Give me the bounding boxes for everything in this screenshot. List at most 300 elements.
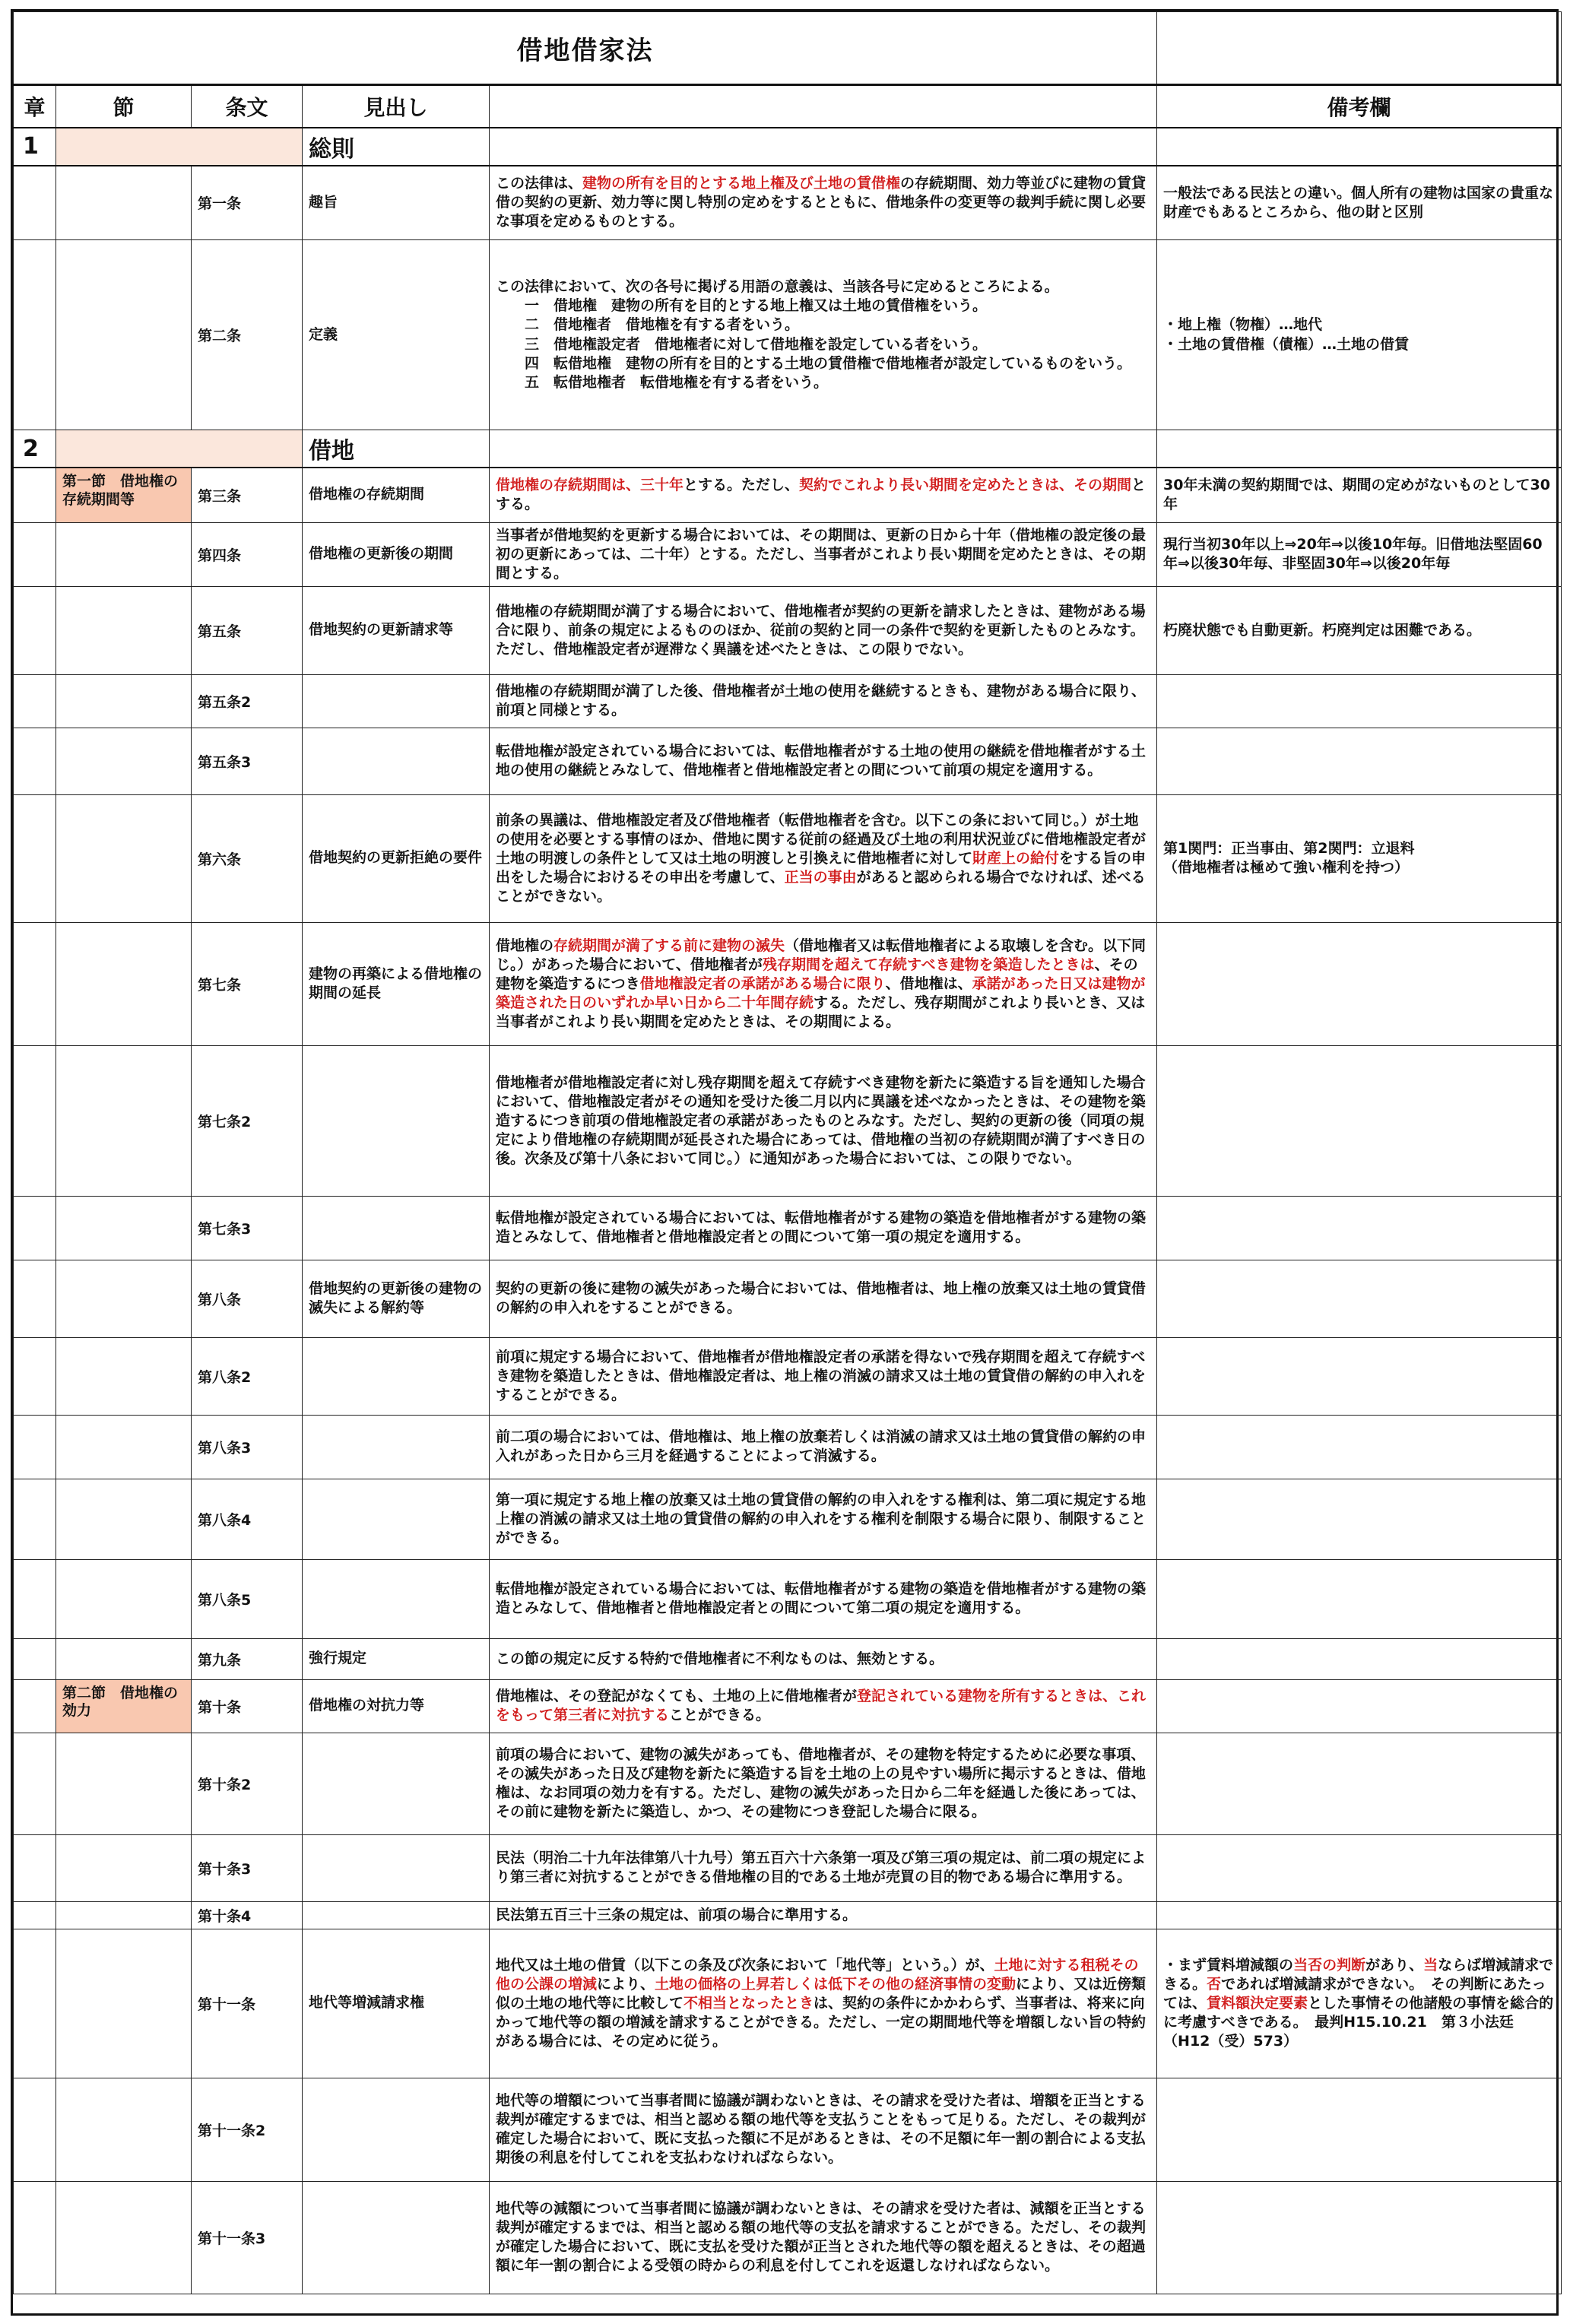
article-heading	[303, 1901, 490, 1929]
highlight-text: 財産上の給付	[972, 849, 1060, 867]
article-heading: 地代等増減請求権	[303, 1929, 490, 2078]
article-note	[1157, 1929, 1562, 2078]
chapter-title: 総則	[303, 128, 490, 166]
article-text	[490, 166, 1157, 240]
section-label: 第二節 借地権の効力	[56, 1679, 192, 1733]
article-text	[490, 1415, 1157, 1479]
chapter-cell	[14, 468, 56, 522]
article-number: 第八条4	[192, 1479, 303, 1559]
article-text	[490, 522, 1157, 586]
plain-text: 借地権の	[496, 937, 554, 954]
plain-text: 前二項の場合においては、借地権は、地上権の放棄若しくは消滅の請求又は土地の賃貸借の解約の申入れがあった日から三月を経過することによって消滅する。	[496, 1428, 1147, 1465]
article-row	[14, 1045, 1562, 1196]
plain-text: 一 借地権 建物の所有を目的とする地上権又は土地の賃借権をいう。	[496, 297, 988, 315]
header-chapter: 章	[14, 85, 56, 128]
section-cell	[56, 1929, 192, 2078]
text-line	[496, 296, 1150, 315]
article-text	[490, 674, 1157, 728]
article-text	[490, 1638, 1157, 1679]
plain-text: 前項に規定する場合において、借地権者が借地権設定者の承諾を得ないで残存期間を超えて存続すべき建物を築造したときは、借地権設定者は、地上権の消滅の請求又は土地の賃貸借の解約の申入れをすることができる。	[496, 1348, 1147, 1403]
plain-text: 借地権の存続期間が満了した後、借地権者が土地の使用を継続するときも、建物がある場合に限り、前項と同様とする。	[496, 683, 1147, 719]
article-row	[14, 1479, 1562, 1559]
article-text	[490, 468, 1157, 522]
plain-text: 転借地権が設定されている場合においては、転借地権者がする建物の築造を借地権者がする建物の築造とみなして、借地権者と借地権設定者との間について第一項の規定を適用する。	[496, 1210, 1147, 1246]
article-row	[14, 1834, 1562, 1901]
article-text	[490, 922, 1157, 1045]
section-cell	[56, 1901, 192, 1929]
plain-text: 、借地権は、	[885, 975, 972, 992]
article-text	[490, 1479, 1157, 1559]
plain-text: ならば増減請求できる。	[1163, 1956, 1554, 1993]
section-cell	[56, 2078, 192, 2181]
article-text	[490, 1196, 1157, 1260]
section-cell	[56, 1638, 192, 1679]
chapter-number: 1	[14, 128, 56, 166]
article-heading	[303, 674, 490, 728]
article-note	[1157, 1733, 1562, 1834]
plain-text: により、	[597, 1975, 655, 1993]
article-number: 第五条2	[192, 674, 303, 728]
article-number: 第七条	[192, 922, 303, 1045]
text-line	[496, 602, 1150, 659]
article-text	[490, 1679, 1157, 1733]
section-cell	[56, 1559, 192, 1638]
article-row	[14, 1559, 1562, 1638]
text-line	[496, 1956, 1150, 2051]
section-cell	[56, 586, 192, 674]
article-text	[490, 1045, 1157, 1196]
article-note	[1157, 1045, 1562, 1196]
text-line	[496, 1491, 1150, 1548]
text-line	[496, 1279, 1150, 1317]
text-line	[496, 2091, 1150, 2167]
article-number: 第七条2	[192, 1045, 303, 1196]
chapter-cell	[14, 2078, 56, 2181]
plain-text: 二 借地権者 借地権を有する者をいう。	[496, 316, 800, 334]
article-note	[1157, 1901, 1562, 1929]
plain-text: （借地権者は極めて強い権利を持つ）	[1163, 859, 1410, 877]
article-row	[14, 1679, 1562, 1733]
article-row	[14, 794, 1562, 922]
plain-text: とする。	[496, 477, 1147, 513]
text-line	[1163, 621, 1555, 640]
article-row	[14, 1638, 1562, 1679]
article-number: 第十一条3	[192, 2181, 303, 2294]
article-heading	[303, 2181, 490, 2294]
article-row	[14, 1260, 1562, 1337]
chapter-cell	[14, 1834, 56, 1901]
chapter-cell	[14, 166, 56, 240]
article-text	[490, 1559, 1157, 1638]
article-number: 第一条	[192, 166, 303, 240]
chapter-cell	[14, 922, 56, 1045]
article-number: 第三条	[192, 468, 303, 522]
plain-text: 前項の場合において、建物の滅失があっても、借地権者が、その建物を特定するために必要な事項、その滅失があった日及び建物を新たに築造する旨を土地の上の見やすい場所に掲示するときは、借地権は、なお同項の効力を有する。ただし、建物の滅失があった日から二年を経過した後にあっては、その前に建物を新たに築造し、かつ、その建物につき登記した場合に限る。	[496, 1746, 1146, 1821]
article-heading	[303, 1196, 490, 1260]
article-number: 第八条2	[192, 1337, 303, 1415]
text-line	[496, 1687, 1150, 1725]
chapter-cell	[14, 1901, 56, 1929]
plain-text: 第一項に規定する地上権の放棄又は土地の賃貸借の解約の申入れをする権利は、第二項に規定する地上権の消滅の請求又は土地の賃貸借の解約の申入れをする権利を制限する場合に限り、制限することができる。	[496, 1491, 1147, 1546]
article-row	[14, 1733, 1562, 1834]
text-line	[496, 1428, 1150, 1466]
article-text	[490, 2078, 1157, 2181]
article-heading	[303, 1479, 490, 1559]
article-row	[14, 2181, 1562, 2294]
article-heading: 借地権の更新後の期間	[303, 522, 490, 586]
article-number: 第十条3	[192, 1834, 303, 1901]
section-cell	[56, 1045, 192, 1196]
article-row	[14, 2078, 1562, 2181]
title-blank-cell	[1157, 12, 1562, 85]
article-text	[490, 1901, 1157, 1929]
text-line	[496, 354, 1150, 373]
text-line	[496, 1209, 1150, 1247]
highlight-text: 賃料額決定要素	[1207, 1994, 1308, 2012]
article-heading	[303, 1045, 490, 1196]
article-number: 第九条	[192, 1638, 303, 1679]
article-row	[14, 166, 1562, 240]
highlight-text: 正当の事由	[784, 868, 857, 886]
chapter-cell	[14, 1415, 56, 1479]
article-number: 第十条4	[192, 1901, 303, 1929]
text-line	[496, 1849, 1150, 1887]
chapter-title: 借地	[303, 430, 490, 468]
article-heading: 強行規定	[303, 1638, 490, 1679]
article-number: 第十条2	[192, 1733, 303, 1834]
chapter-cell	[14, 240, 56, 430]
article-row	[14, 1196, 1562, 1260]
article-heading	[303, 1559, 490, 1638]
highlight-text: 残存期間を超えて存続すべき建物を築造したときは	[762, 956, 1095, 973]
plain-text: この法律において、次の各号に掲げる用語の意義は、当該各号に定めるところによる。	[496, 278, 1059, 296]
law-table	[13, 11, 1562, 2294]
plain-text: により、又は近傍類似の土地の地代等に比較して	[496, 1975, 1147, 2012]
article-note	[1157, 166, 1562, 240]
highlight-text: 登記されている建物を所有するときは、これをもって第三者に対抗する	[496, 1688, 1147, 1724]
chapter-row	[14, 430, 1562, 468]
chapter-cell	[14, 2181, 56, 2294]
chapter-cell	[14, 794, 56, 922]
section-cell	[56, 522, 192, 586]
chapter-cell	[14, 1559, 56, 1638]
article-text	[490, 2181, 1157, 2294]
highlight-text: 土地に対する租税その他の公課の増減	[496, 1956, 1139, 1993]
section-cell	[56, 674, 192, 728]
plain-text: をする旨の申出をした場合におけるその申出を考慮して、	[496, 849, 1147, 886]
plain-text: （借地権者又は転借地権者による取壊しを含む。以下同じ。）があった場合において、借地権者が	[496, 937, 1147, 973]
chapter-band	[56, 430, 303, 468]
article-note	[1157, 2078, 1562, 2181]
article-text	[490, 240, 1157, 430]
article-row	[14, 468, 1562, 522]
header-notes: 備考欄	[1157, 85, 1562, 128]
chapter-band	[56, 128, 303, 166]
header-row	[14, 85, 1562, 128]
article-number: 第八条3	[192, 1415, 303, 1479]
article-row	[14, 922, 1562, 1045]
article-note	[1157, 522, 1562, 586]
chapter-cell	[14, 728, 56, 794]
chapter-cell	[14, 1045, 56, 1196]
article-number: 第十一条2	[192, 2078, 303, 2181]
article-note	[1157, 1559, 1562, 1638]
article-note	[1157, 1834, 1562, 1901]
chapter-cell	[14, 1337, 56, 1415]
header-text	[490, 85, 1157, 128]
chapter-text-blank	[490, 128, 1157, 166]
law-sheet	[11, 9, 1559, 2316]
highlight-text: 借地権の存続期間は、三十年	[496, 477, 684, 494]
article-text	[490, 1733, 1157, 1834]
plain-text: 借地権の存続期間が満了する場合において、借地権者が契約の更新を請求したときは、建物がある場合に限り、前条の規定によるもののほか、従前の契約と同一の条件で契約を更新したものとみなす。ただし、借地権設定者が遅滞なく異議を述べたときは、この限りでない。	[496, 602, 1146, 658]
header-article: 条文	[192, 85, 303, 128]
plain-text: 三 借地権設定者 借地権者に対して借地権を設定している者をいう。	[496, 335, 988, 353]
article-row	[14, 1901, 1562, 1929]
plain-text: 30年未満の契約期間では、期間の定めがないものとして30年	[1163, 477, 1550, 513]
chapter-cell	[14, 674, 56, 728]
article-text	[490, 1834, 1157, 1901]
article-number: 第十一条	[192, 1929, 303, 2078]
article-number: 第八条5	[192, 1559, 303, 1638]
article-heading	[303, 1733, 490, 1834]
highlight-text: 存続期間が満了する前に建物の滅失	[553, 937, 785, 954]
text-line	[496, 2199, 1150, 2275]
article-heading	[303, 1415, 490, 1479]
text-line	[1163, 839, 1555, 858]
text-line	[496, 811, 1150, 906]
chapter-cell	[14, 1196, 56, 1260]
article-heading: 定義	[303, 240, 490, 430]
article-note	[1157, 1479, 1562, 1559]
text-line	[1163, 184, 1555, 222]
text-line	[496, 277, 1150, 296]
plain-text: 転借地権が設定されている場合においては、転借地権者がする土地の使用の継続を借地権者がする土地の使用の継続とみなして、借地権者と借地権設定者との間について前項の規定を適用する。	[496, 743, 1147, 779]
plain-text: があると認められる場合でなければ、述べることができない。	[496, 868, 1146, 905]
plain-text: 契約の更新の後に建物の滅失があった場合においては、借地権者は、地上権の放棄又は土地の賃貸借の解約の申入れをすることができる。	[496, 1280, 1146, 1317]
plain-text: 民法（明治二十九年法律第八十九号）第五百六十六条第一項及び第三項の規定は、前二項の規定により第三者に対抗することができる借地権の目的である土地が売買の目的物である場合に準用する。	[496, 1850, 1147, 1886]
article-number: 第二条	[192, 240, 303, 430]
plain-text: 借地権は、その登記がなくても、土地の上に借地権者が	[496, 1688, 858, 1705]
text-line	[1163, 535, 1555, 573]
article-note	[1157, 1196, 1562, 1260]
plain-text: 地代又は土地の借賃（以下この条及び次条において「地代等」という。）が、	[496, 1956, 994, 1974]
article-text	[490, 1929, 1157, 2078]
chapter-note-blank	[1157, 128, 1562, 166]
article-note	[1157, 1679, 1562, 1733]
text-line	[496, 1073, 1150, 1168]
text-line	[496, 476, 1150, 514]
header-section: 節	[56, 85, 192, 128]
highlight-text: 承諾があった日又は建物が築造された日のいずれか早い日から二十年間存続	[496, 975, 1146, 1011]
article-note	[1157, 1638, 1562, 1679]
article-heading: 借地権の対抗力等	[303, 1679, 490, 1733]
article-note	[1157, 468, 1562, 522]
plain-text: は、契約の条件にかかわらず、当事者は、将来に向かって地代等の額の増減を請求することができる。ただし、一定の期間地代等を増額しない旨の特約がある場合には、その定めに従う。	[496, 1994, 1147, 2050]
text-line	[496, 1580, 1150, 1618]
document-title: 借地借家法	[14, 12, 1157, 85]
plain-text: ・まず賃料増減額の	[1163, 1956, 1294, 1974]
article-note	[1157, 1260, 1562, 1337]
section-cell	[56, 1196, 192, 1260]
article-text	[490, 728, 1157, 794]
text-line	[496, 937, 1150, 1032]
article-row	[14, 1337, 1562, 1415]
article-heading	[303, 1834, 490, 1901]
text-line	[1163, 335, 1555, 354]
section-cell	[56, 922, 192, 1045]
article-heading: 趣旨	[303, 166, 490, 240]
article-number: 第五条3	[192, 728, 303, 794]
article-note	[1157, 240, 1562, 430]
article-number: 第七条3	[192, 1196, 303, 1260]
section-label: 第一節 借地権の存続期間等	[56, 468, 192, 522]
text-line	[496, 174, 1150, 231]
article-number: 第十条	[192, 1679, 303, 1733]
chapter-cell	[14, 1733, 56, 1834]
article-row	[14, 1415, 1562, 1479]
text-line	[1163, 858, 1555, 877]
article-number: 第六条	[192, 794, 303, 922]
plain-text: ことができる。	[669, 1707, 771, 1724]
highlight-text: 当	[1423, 1956, 1438, 1974]
section-cell	[56, 1260, 192, 1337]
highlight-text: 否	[1207, 1975, 1222, 1993]
article-heading: 借地契約の更新拒絶の要件	[303, 794, 490, 922]
article-note	[1157, 2181, 1562, 2294]
header-heading: 見出し	[303, 85, 490, 128]
highlight-text: 当否の判断	[1293, 1956, 1366, 1974]
article-note	[1157, 1415, 1562, 1479]
plain-text: であれば増減請求ができない。 その判断にあたっては、	[1163, 1975, 1546, 2012]
chapter-row	[14, 128, 1562, 166]
text-line	[496, 742, 1150, 780]
chapter-cell	[14, 1479, 56, 1559]
plain-text: 五 転借地権者 転借地権を有する者をいう。	[496, 373, 829, 391]
article-heading: 建物の再築による借地権の期間の延長	[303, 922, 490, 1045]
article-row	[14, 728, 1562, 794]
text-line	[496, 1650, 1150, 1669]
chapter-number: 2	[14, 430, 56, 468]
plain-text: 地代等の減額について当事者間に協議が調わないときは、その請求を受けた者は、減額を正当とする裁判が確定するまでは、相当と認める額の地代等の支払を請求することができる。ただし、その裁判が確定した場合において、既に支払を受けた額が正当とされた地代等の額を超えるときは、その超過額に年一割の割合による受領の時からの利息を付してこれを返還しなければならない。	[496, 2200, 1147, 2275]
plain-text: ・地上権（物権）…地代	[1163, 316, 1323, 334]
plain-text: 一般法である民法との違い。個人所有の建物は国家の貴重な財産でもあるところから、他の財と区別	[1163, 184, 1554, 220]
section-cell	[56, 1337, 192, 1415]
article-text	[490, 794, 1157, 922]
article-note	[1157, 922, 1562, 1045]
text-line	[1163, 476, 1555, 514]
plain-text: 民法第五百三十三条の規定は、前項の場合に準用する。	[496, 1906, 858, 1923]
plain-text: 前条の異議は、借地権設定者及び借地権者（転借地権者を含む。以下この条において同じ。）が土地の使用を必要とする事情のほか、借地に関する従前の経過及び土地の利用状況並びに借地権設定者が土地の明渡しの条件として又は土地の明渡しと引換えに借地権者に対して	[496, 811, 1147, 867]
highlight-text: 借地権設定者の承諾がある場合に限り	[639, 975, 886, 992]
plain-text: 借地権者が借地権設定者に対し残存期間を超えて存続すべき建物を新たに築造する旨を通知した場合において、借地権設定者がその通知を受けた後二月以内に異議を述べなかったときは、その建物を築造するにつき前項の借地権設定者の承諾があったものとみなす。ただし、契約の更新の後（同項の規定により借地権の存続期間が延長された場合にあっては、借地権の当初の存続期間が満了すべき日の後。次条及び第十八条において同じ。）に通知があった場合においては、この限りでない。	[496, 1073, 1146, 1167]
highlight-text: 建物の所有を目的とする地上権及び土地の賃借権	[582, 175, 901, 192]
article-number: 第五条	[192, 586, 303, 674]
section-cell	[56, 794, 192, 922]
plain-text: 第1関門：正当事由、第2関門：立退料	[1163, 840, 1415, 858]
article-row	[14, 522, 1562, 586]
article-note	[1157, 586, 1562, 674]
text-line	[496, 1906, 1150, 1925]
text-line	[1163, 1956, 1555, 2051]
section-cell	[56, 1733, 192, 1834]
article-text	[490, 586, 1157, 674]
highlight-text: 土地の価格の上昇若しくは低下その他の経済事情の変動	[655, 1975, 1017, 1993]
highlight-text: 不相当となったとき	[684, 1994, 814, 2012]
chapter-cell	[14, 522, 56, 586]
article-heading: 借地契約の更新後の建物の滅失による解約等	[303, 1260, 490, 1337]
chapter-note-blank	[1157, 430, 1562, 468]
title-row	[14, 12, 1562, 85]
chapter-cell	[14, 586, 56, 674]
chapter-text-blank	[490, 430, 1157, 468]
section-cell	[56, 1479, 192, 1559]
article-row	[14, 586, 1562, 674]
section-cell	[56, 240, 192, 430]
article-heading	[303, 728, 490, 794]
text-line	[496, 1348, 1150, 1405]
section-cell	[56, 1834, 192, 1901]
article-heading	[303, 2078, 490, 2181]
plain-text: とした事情その他諸般の事情を総合的に考慮すべきである。 最判H15.10.21 第３小法廷（H12（受）573）	[1163, 1994, 1554, 2050]
plain-text: 転借地権が設定されている場合においては、転借地権者がする建物の築造を借地権者がする建物の築造とみなして、借地権者と借地権設定者との間について第二項の規定を適用する。	[496, 1581, 1147, 1617]
article-heading	[303, 1337, 490, 1415]
chapter-cell	[14, 1260, 56, 1337]
article-number: 第八条	[192, 1260, 303, 1337]
plain-text: 当事者が借地契約を更新する場合においては、その期間は、更新の日から十年（借地権の設定後の最初の更新にあっては、二十年）とする。ただし、当事者がこれより長い期間を定めたときは、その期間とする。	[496, 526, 1147, 582]
plain-text: とする。ただし、	[684, 477, 800, 494]
text-line	[496, 335, 1150, 354]
section-cell	[56, 728, 192, 794]
highlight-text: 契約でこれより長い期間を定めたときは、その期間	[799, 477, 1132, 494]
plain-text: 四 転借地権 建物の所有を目的とする土地の賃借権で借地権者が設定しているものをいう。	[496, 354, 1132, 372]
plain-text: があり、	[1365, 1956, 1424, 1974]
article-text	[490, 1337, 1157, 1415]
article-note	[1157, 794, 1562, 922]
text-line	[496, 373, 1150, 392]
section-cell	[56, 1415, 192, 1479]
section-cell	[56, 166, 192, 240]
article-note	[1157, 728, 1562, 794]
chapter-cell	[14, 1638, 56, 1679]
plain-text: 地代等の増額について当事者間に協議が調わないときは、その請求を受けた者は、増額を正当とする裁判が確定するまでは、相当と認める額の地代等を支払うことをもって足りる。ただし、その裁判が確定した場合において、既に支払った額に不足があるときは、その不足額に年一割の割合による支払期後の利息を付してこれを支払わなければならない。	[496, 2092, 1147, 2167]
plain-text: 、その建物を築造するにつき	[496, 956, 1138, 992]
plain-text: 朽廃状態でも自動更新。朽廃判定は困難である。	[1163, 621, 1482, 639]
article-note	[1157, 1337, 1562, 1415]
article-row	[14, 674, 1562, 728]
text-line	[496, 682, 1150, 720]
article-text	[490, 1260, 1157, 1337]
article-row	[14, 240, 1562, 430]
article-heading: 借地権の存続期間	[303, 468, 490, 522]
article-row	[14, 1929, 1562, 2078]
article-number: 第四条	[192, 522, 303, 586]
plain-text: ・土地の賃借権（債権）…土地の借賃	[1163, 335, 1410, 353]
chapter-cell	[14, 1679, 56, 1733]
text-line	[496, 1745, 1150, 1821]
text-line	[496, 315, 1150, 334]
chapter-cell	[14, 1929, 56, 2078]
text-line	[1163, 315, 1555, 334]
plain-text: 現行当初30年以上⇒20年⇒以後10年毎。旧借地法堅固60年⇒以後30年毎、非堅固30年⇒以後20年毎	[1163, 536, 1543, 572]
article-note	[1157, 674, 1562, 728]
plain-text: する。ただし、残存期間がこれより長いとき、又は当事者がこれより長い期間を定めたときは、その期間による。	[496, 994, 1146, 1030]
plain-text: の存続期間、効力等並びに建物の賃貸借の契約の更新、効力等に関し特別の定めをするとともに、借地条件の変更等の裁判手続に関し必要な事項を定めるものとする。	[496, 175, 1147, 230]
section-cell	[56, 2181, 192, 2294]
article-heading: 借地契約の更新請求等	[303, 586, 490, 674]
plain-text: この節の規定に反する特約で借地権者に不利なものは、無効とする。	[496, 1650, 944, 1667]
plain-text: この法律は、	[496, 175, 583, 192]
